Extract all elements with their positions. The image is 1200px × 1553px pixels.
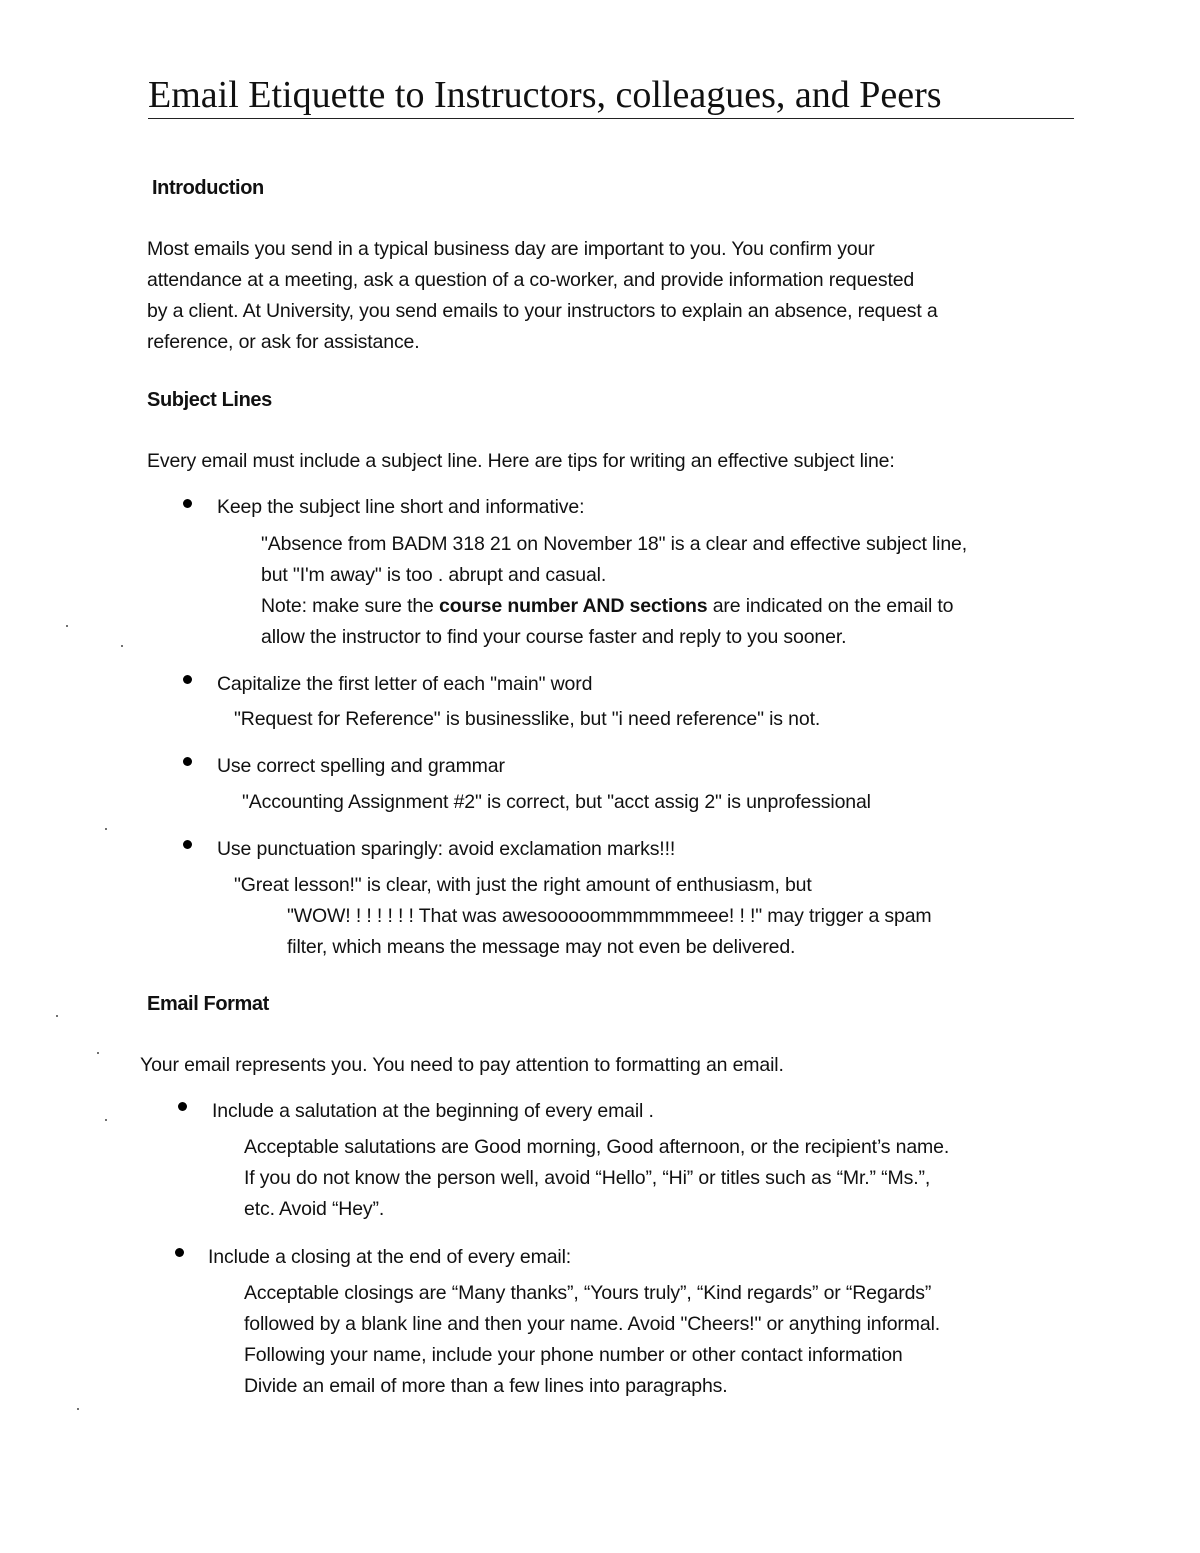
subject-tip-short-example-1: "Absence from BADM 318 21 on November 18" is a clear and effective subject line, [261, 533, 968, 555]
intro-line-1: Most emails you send in a typical business day are important to you. You confirm your [147, 238, 875, 260]
intro-line-2: attendance at a meeting, ask a question of a co-worker, and provide information requested [147, 269, 915, 291]
subject-tip-spelling-example: "Accounting Assignment #2" is correct, but "acct assig 2" is unprofessional [242, 791, 871, 813]
subject-tip-capitalize-example: "Request for Reference" is businesslike, but "i need reference" is not. [234, 708, 821, 730]
subject-tip-punctuation: Use punctuation sparingly: avoid exclamation marks!!! [217, 838, 676, 860]
subject-tip-punctuation-example-3: filter, which means the message may not even be delivered. [287, 936, 796, 958]
format-tip-closing-line-2: followed by a blank line and then your name. Avoid "Cheers!" or anything informal. [244, 1313, 941, 1335]
heading-introduction: Introduction [152, 177, 264, 199]
bullet-marker [175, 1248, 184, 1257]
intro-line-3: by a client. At University, you send emails to your instructors to explain an absence, request a [147, 300, 938, 322]
bullet-marker [178, 1102, 187, 1111]
format-tip-salutation: Include a salutation at the beginning of every email . [212, 1100, 654, 1122]
bullet-marker [183, 757, 192, 766]
heading-email-format: Email Format [147, 993, 269, 1015]
heading-subject-lines: Subject Lines [147, 389, 272, 411]
subject-tip-note [261, 593, 953, 619]
format-tip-closing: Include a closing at the end of every email: [208, 1246, 572, 1268]
bullet-marker [183, 499, 192, 508]
bullet-marker [183, 675, 192, 684]
margin-speck [105, 828, 107, 830]
margin-speck [66, 625, 68, 627]
format-tip-salutation-line-3: etc. Avoid “Hey”. [244, 1198, 385, 1220]
subject-tip-punctuation-example-2: "WOW! ! ! ! ! ! ! That was awesooooommmmmmeee! ! !" may trigger a spam [287, 905, 932, 927]
bullet-marker [183, 840, 192, 849]
subject-tip-short: Keep the subject line short and informative: [217, 496, 585, 518]
subject-tip-short-example-2: but "I'm away" is too . abrupt and casual. [261, 564, 607, 586]
margin-speck [56, 1015, 58, 1017]
intro-line-4: reference, or ask for assistance. [147, 331, 420, 353]
format-tip-closing-line-4: Divide an email of more than a few lines into paragraphs. [244, 1375, 728, 1397]
format-tip-closing-line-1: Acceptable closings are “Many thanks”, “Yours truly”, “Kind regards” or “Regards” [244, 1282, 932, 1304]
margin-speck [97, 1052, 99, 1054]
format-tip-closing-line-3: Following your name, include your phone number or other contact information [244, 1344, 903, 1366]
note-text-post: are indicated on the email to [707, 595, 954, 617]
subject-intro: Every email must include a subject line. Here are tips for writing an effective subject line: [147, 450, 895, 472]
format-intro: Your email represents you. You need to pay attention to formatting an email. [140, 1054, 784, 1076]
margin-speck [77, 1408, 79, 1410]
margin-speck [105, 1119, 107, 1121]
subject-tip-capitalize: Capitalize the first letter of each "main" word [217, 673, 593, 695]
subject-tip-note-line-2: allow the instructor to find your course faster and reply to you sooner. [261, 626, 847, 648]
note-text-pre: Note: make sure the [261, 595, 440, 617]
subject-tip-punctuation-example-1: "Great lesson!" is clear, with just the right amount of enthusiasm, but [234, 874, 812, 896]
format-tip-salutation-line-1: Acceptable salutations are Good morning, Good afternoon, or the recipient’s name. [244, 1136, 950, 1158]
subject-tip-spelling: Use correct spelling and grammar [217, 755, 505, 777]
format-tip-salutation-line-2: If you do not know the person well, avoid “Hello”, “Hi” or titles such as “Mr.” “Ms.”, [244, 1167, 931, 1189]
margin-speck [121, 645, 123, 647]
note-text-bold: course number AND sections [439, 595, 708, 617]
document-title: Email Etiquette to Instructors, colleagues, and Peers [148, 72, 1074, 119]
